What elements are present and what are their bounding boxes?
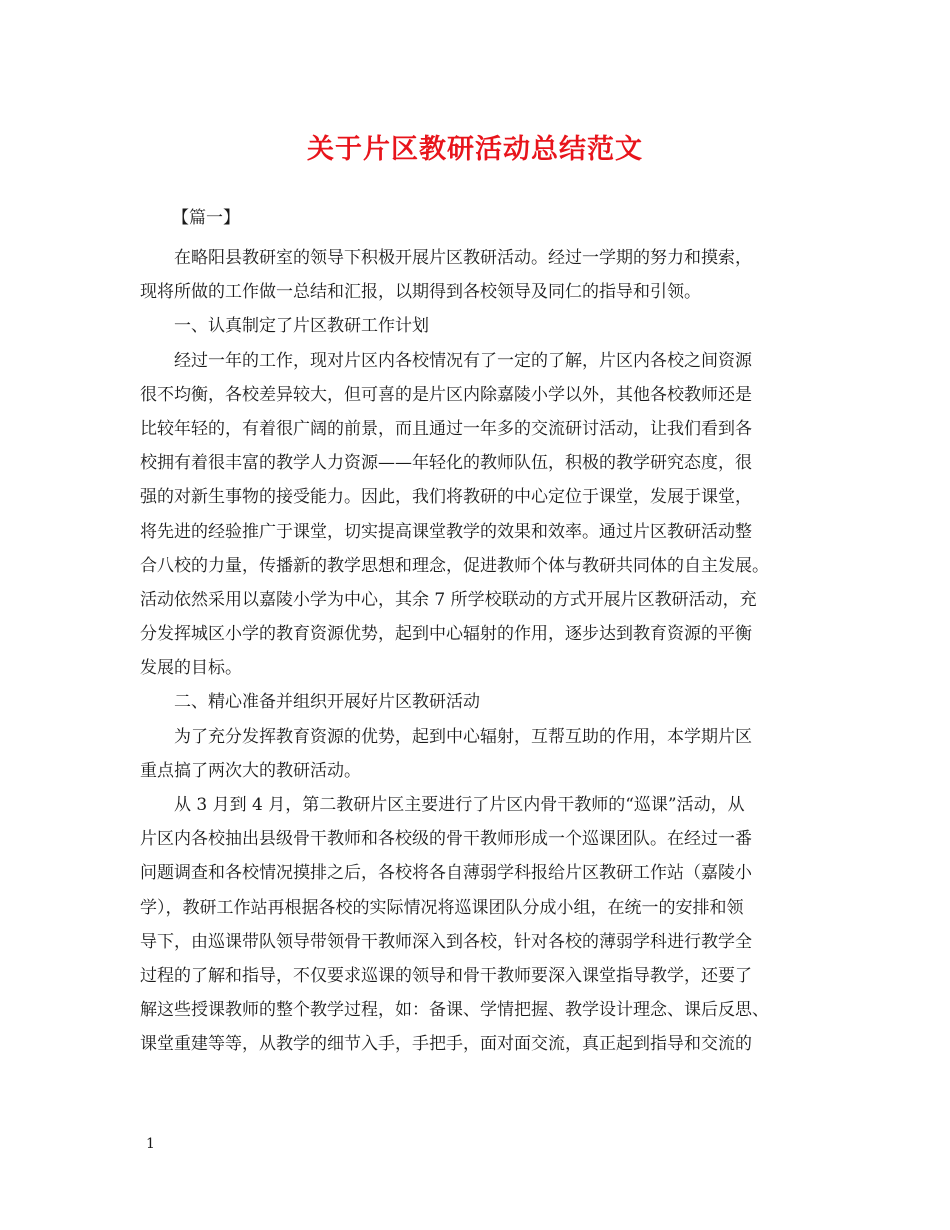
body-line: 发展的目标。 bbox=[140, 658, 242, 679]
body-line: 经过一年的工作，现对片区内各校情况有了一定的了解，片区内各校之间资源 bbox=[174, 350, 752, 371]
document-title: 关于片区教研活动总结范文 bbox=[307, 134, 643, 165]
section-heading: 一、认真制定了片区教研工作计划 bbox=[174, 316, 429, 337]
body-line: 重点搞了两次大的教研活动。 bbox=[140, 760, 361, 781]
body-line: 很不均衡，各校差异较大，但可喜的是片区内除嘉陵小学以外，其他各校教师还是 bbox=[140, 384, 752, 405]
body-line: 活动依然采用以嘉陵小学为中心，其余 7 所学校联动的方式开展片区教研活动，充 bbox=[140, 589, 757, 610]
body-line: 将先进的经验推广于课堂，切实提高课堂教学的效果和效率。通过片区教研活动整 bbox=[140, 521, 752, 542]
body-line: 过程的了解和指导，不仅要求巡课的领导和骨干教师要深入课堂指导教学，还要了 bbox=[140, 965, 752, 986]
body-line: 片区内各校抽出县级骨干教师和各校级的骨干教师形成一个巡课团队。在经过一番 bbox=[140, 829, 752, 850]
body-line: 为了充分发挥教育资源的优势，起到中心辐射，互帮互助的作用，本学期片区 bbox=[174, 726, 752, 747]
body-line: 课堂重建等等，从教学的细节入手，手把手，面对面交流，真正起到指导和交流的 bbox=[140, 1034, 752, 1055]
body-line: 导下，由巡课带队领导带领骨干教师深入到各校，针对各校的薄弱学科进行教学全 bbox=[140, 931, 752, 952]
body-line: 问题调查和各校情况摸排之后，各校将各自薄弱学科报给片区教研工作站（嘉陵小 bbox=[140, 863, 752, 884]
body-line: 比较年轻的，有着很广阔的前景，而且通过一年多的交流研讨活动，让我们看到各 bbox=[140, 418, 752, 439]
body-line: 现将所做的工作做一总结和汇报，以期得到各校领导及同仁的指导和引领。 bbox=[140, 282, 701, 303]
body-line: 强的对新生事物的接受能力。因此，我们将教研的中心定位于课堂，发展于课堂， bbox=[140, 487, 752, 508]
body-line: 从 3 月到 4 月，第二教研片区主要进行了片区内骨干教师的“巡课”活动，从 bbox=[174, 795, 745, 815]
body-line: 在略阳县教研室的领导下积极开展片区教研活动。经过一学期的努力和摸索， bbox=[174, 248, 752, 268]
body-line: 合八校的力量，传播新的教学思想和理念，促进教师个体与教研共同体的自主发展。 bbox=[140, 555, 769, 576]
body-line: 分发挥城区小学的教育资源优势，起到中心辐射的作用，逐步达到教育资源的平衡 bbox=[140, 624, 752, 645]
section-heading: 二、精心准备并组织开展好片区教研活动 bbox=[174, 692, 480, 713]
page-number: 1 bbox=[146, 1136, 155, 1152]
section-tag: 【篇一】 bbox=[172, 208, 240, 228]
document-body bbox=[140, 241, 820, 1062]
body-line: 校拥有着很丰富的教学人力资源——年轻化的教师队伍，积极的教学研究态度，很 bbox=[140, 453, 752, 474]
body-line: 学），教研工作站再根据各校的实际情况将巡课团队分成小组，在统一的安排和领 bbox=[140, 897, 744, 918]
body-line: 解这些授课教师的整个教学过程，如：备课、学情把握、教学设计理念、课后反思、 bbox=[140, 1000, 769, 1021]
